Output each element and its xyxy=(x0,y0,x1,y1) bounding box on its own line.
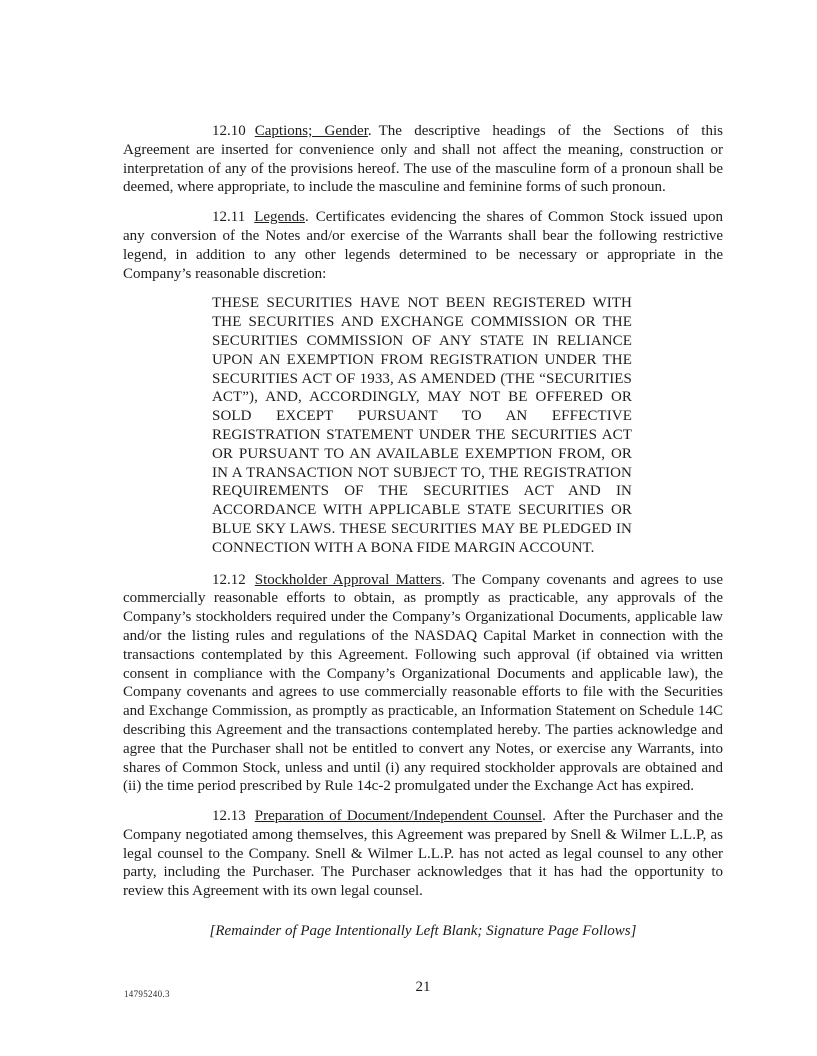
section-title-period: . xyxy=(441,571,446,588)
section-number: 12.12 xyxy=(212,571,246,588)
section-number: 12.10 xyxy=(212,123,246,139)
section-paragraph-12-13 xyxy=(123,807,723,901)
section-title-period: . xyxy=(542,808,546,825)
section-body: After the Purchaser and the Company negotiated among themselves, this Agreement was prepared by Snell & Wilmer L.L.P, as legal counsel to the Company. Snell & Wilmer L.L.P. has not acted as legal counsel to any other party, including the Purchaser. The Purchaser acknowledges that it has had the opportunity to review this Agreement with its own legal counsel. xyxy=(123,808,724,900)
footer-document-number: 14795240.3 xyxy=(124,989,170,999)
section-title-period: . xyxy=(305,209,309,226)
section-paragraph-12-12 xyxy=(123,571,723,797)
remainder-of-page-note: [Remainder of Page Intentionally Left Blank; Signature Page Follows] xyxy=(209,923,637,940)
footer-page-number: 21 xyxy=(415,979,431,995)
section-paragraph-12-10 xyxy=(123,122,723,197)
section-body: The Company covenants and agrees to use commercially reasonable efforts to obtain, as promptly as practicable, any approvals of the Company’s stockholders required under the Company’s Organizational Documents, applicable law and/or the listing rules and regulations of the NASDAQ Capital Market in connection with the transactions contemplated by this Agreement. Following such approval (if obtained via written consent in compliance with the Company’s Organizational Documents and applicable law), the Company covenants and agrees to use commercially reasonable efforts to file with the Securities and Exchange Commission, as promptly as practicable, an Information Statement on Schedule 14C describing this Agreement and the transactions contemplated hereby. The parties acknowledge and agree that the Purchaser shall not be entitled to convert any Notes, or exercise any Warrants, into shares of Common Stock, unless and until (i) any required stockholder approvals are obtained and (ii) the time period prescribed by Rule 14c-2 promulgated under the Exchange Act has expired. xyxy=(123,571,723,795)
document-content xyxy=(123,122,723,941)
section-title: Legends xyxy=(254,209,306,226)
section-body: The descriptive headings of the Sections of this Agreement are inserted for convenience only and shall not affect the meaning, construction or interpretation of any of the provisions hereof. The use of the masculine form of a pronoun shall be deemed, where appropriate, to include the masculine and feminine forms of such pronoun. xyxy=(123,123,723,196)
section-body: Certificates evidencing the shares of Common Stock issued upon any conversion of the Notes and/or exercise of the Warrants shall bear the following restrictive legend, in addition to any other legends determined to be necessary or appropriate in the Company’s reasonable discretion: xyxy=(123,209,723,282)
securities-legend-block: THESE SECURITIES HAVE NOT BEEN REGISTERED WITH THE SECURITIES AND EXCHANGE COMMISSION OR THE SECURITIES COMMISSION OF ANY STATE IN RELIANCE UPON AN EXEMPTION FROM REGISTRATION UNDER THE SECURITIES ACT OF 1933, AS AMENDED (THE “SECURITIES ACT”), AND, ACCORDINGLY, MAY NOT BE OFFERED OR SOLD EXCEPT PURSUANT TO AN EFFECTIVE REGISTRATION STATEMENT UNDER THE SECURITIES ACT OR PURSUANT TO AN AVAILABLE EXEMPTION FROM, OR IN A TRANSACTION NOT SUBJECT TO, THE REGISTRATION REQUIREMENTS OF THE SECURITIES ACT AND IN ACCORDANCE WITH APPLICABLE STATE SECURITIES OR BLUE SKY LAWS. THESE SECURITIES MAY BE PLEDGED IN CONNECTION WITH A BONA FIDE MARGIN ACCOUNT. xyxy=(212,295,632,556)
section-title: Captions; Gender xyxy=(254,123,368,139)
section-number: 12.13 xyxy=(212,808,246,825)
section-title: Stockholder Approval Matters xyxy=(254,571,442,588)
section-number: 12.11 xyxy=(212,209,246,226)
section-paragraph-12-11 xyxy=(123,208,723,283)
section-title: Preparation of Document/Independent Counsel xyxy=(254,808,543,825)
section-title-period: . xyxy=(367,123,372,139)
